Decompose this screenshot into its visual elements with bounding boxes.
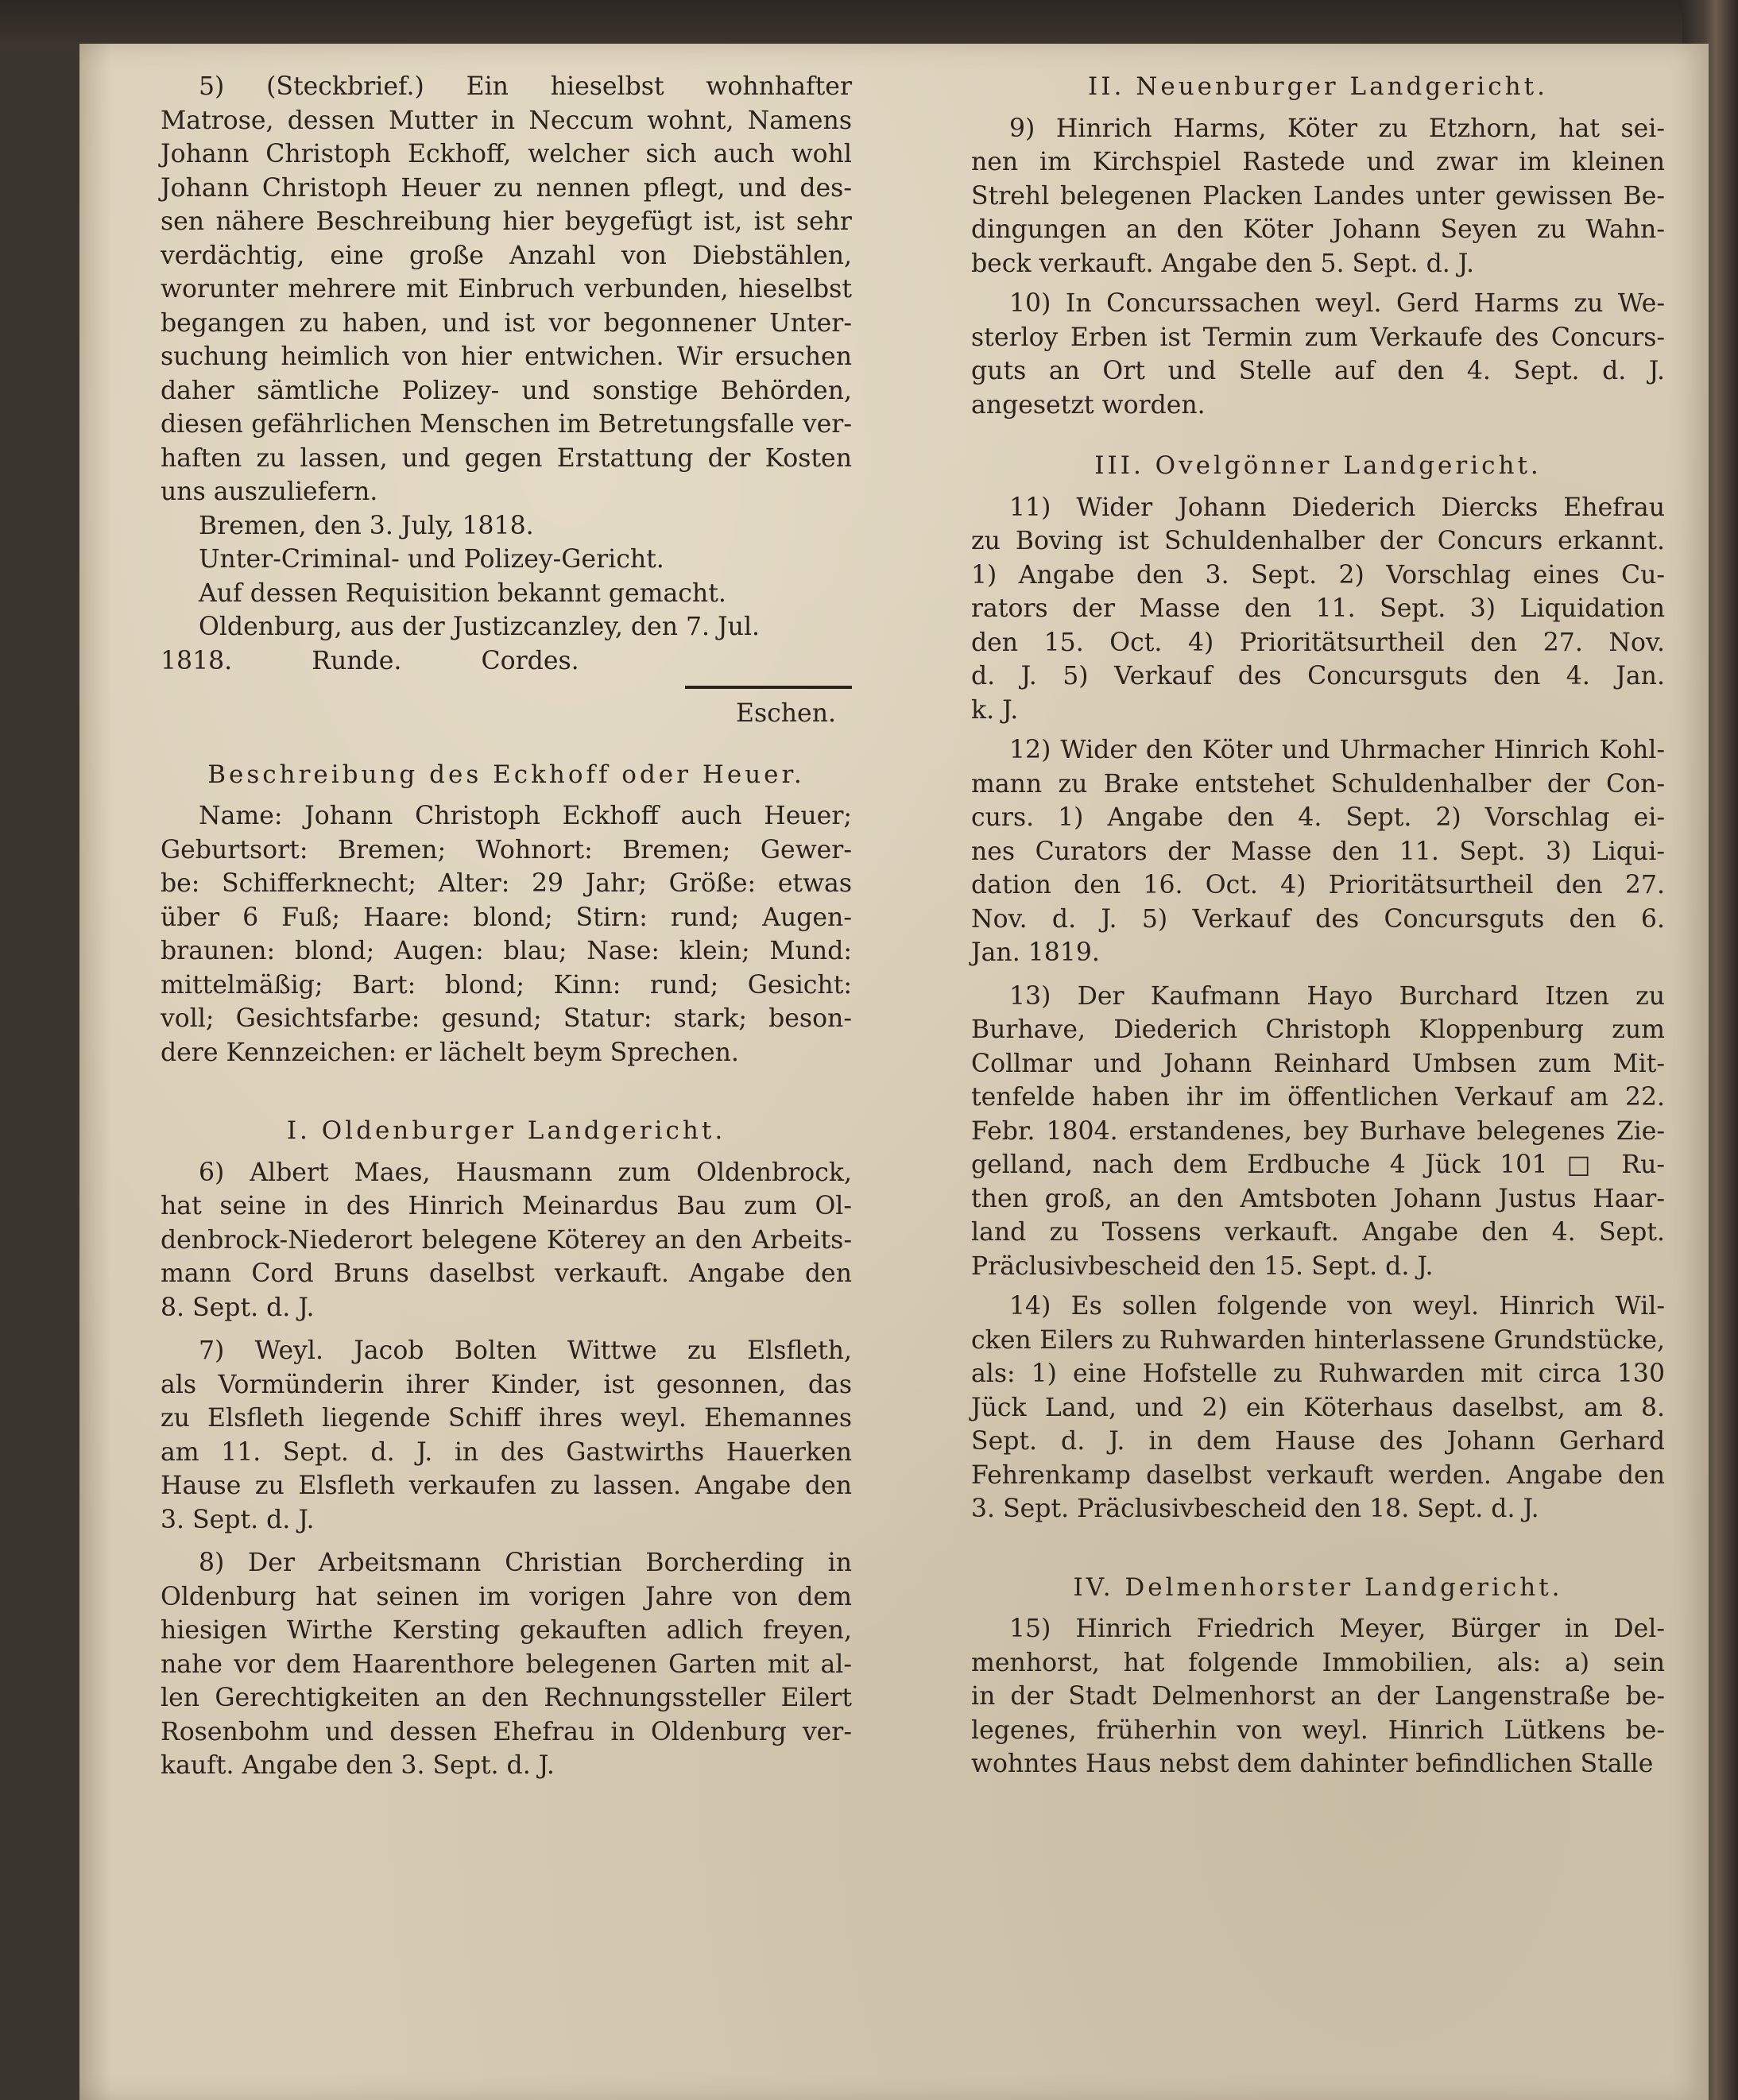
- paragraph-14: [971, 1290, 1665, 1526]
- section-heading-neuenburg: II. Neuenburger Landgericht.: [1088, 72, 1548, 101]
- text-line: mann zu Brake entstehet Schuldenhalber der Con-: [971, 769, 1665, 799]
- right-column: [971, 70, 1665, 1781]
- text-line: d. J. 5) Verkauf des Concursguts den 4. Jan.: [971, 662, 1665, 690]
- text-line: Collmar und Johann Reinhard Umbsen zum Mit-: [971, 1049, 1665, 1078]
- section-heading-oldenburg: I. Oldenburger Landgericht.: [286, 1116, 726, 1145]
- text-line: mann Cord Bruns daselbst verkauft. Angabe den: [161, 1259, 852, 1288]
- text-line: rators der Masse den 11. Sept. 3) Liquidation: [971, 594, 1665, 623]
- text-line: suchung heimlich von hier entwichen. Wir ersuchen: [161, 342, 852, 371]
- text-line: 7) Weyl. Jacob Bolten Wittwe zu Elsfleth,: [199, 1336, 852, 1365]
- text-line: be: Schifferknecht; Alter: 29 Jahr; Größe: etwas: [161, 869, 852, 898]
- text-line: voll; Gesichtsfarbe: gesund; Statur: stark; beson-: [161, 1004, 852, 1033]
- text-line: Johann Christoph Eckhoff, welcher sich auch wohl: [161, 140, 852, 168]
- text-line: Geburtsort: Bremen; Wohnort: Bremen; Gewer-: [161, 835, 852, 864]
- paragraph-5-date: Bremen, den 3. July, 1818.: [199, 511, 534, 540]
- text-line: nahe vor dem Haarenthore belegenen Garten mit al-: [161, 1649, 852, 1679]
- text-line: angesetzt worden.: [971, 390, 1206, 420]
- text-line: Sept. d. J. in dem Hause des Johann Gerhard: [971, 1427, 1665, 1456]
- text-line: dingungen an den Köter Johann Seyen zu Wahn-: [971, 215, 1665, 244]
- text-line: 13) Der Kaufmann Hayo Burchard Itzen zu: [1009, 981, 1665, 1011]
- paragraph-5-requisition: Auf dessen Requisition bekannt gemacht.: [199, 578, 726, 608]
- text-line: verdächtig, eine große Anzahl von Diebstählen,: [161, 241, 852, 270]
- text-line: 10) In Concurssachen weyl. Gerd Harms zu We-: [1009, 289, 1665, 318]
- paragraph-5-signer-eschen: Eschen.: [735, 699, 836, 728]
- text-line: Oldenburg hat seinen im vorigen Jahre von dem: [161, 1582, 852, 1611]
- text-line: 12) Wider den Köter und Uhrmacher Hinrich Kohl-: [1009, 736, 1665, 764]
- text-line: 14) Es sollen folgende von weyl. Hinrich Wil-: [1009, 1292, 1665, 1321]
- text-line: den 15. Oct. 4) Prioritätsurtheil den 27. Nov.: [971, 628, 1665, 657]
- text-line: 9) Hinrich Harms, Köter zu Etzhorn, hat sei-: [1009, 114, 1665, 143]
- text-line: hat seine in des Hinrich Meinardus Bau zum Ol-: [161, 1192, 852, 1220]
- text-line: mittelmäßig; Bart: blond; Kinn: rund; Gesicht:: [161, 970, 852, 1000]
- description-body: [161, 799, 852, 1069]
- text-line: zu Boving ist Schuldenhalber der Concurs erkannt.: [971, 527, 1665, 555]
- text-line: 3. Sept. Präclusivbescheid den 18. Sept. d. J.: [971, 1495, 1539, 1523]
- text-line: Rosenbohm und dessen Ehefrau in Oldenburg ver-: [161, 1717, 852, 1746]
- text-line: Name: Johann Christoph Eckhoff auch Heuer;: [199, 802, 852, 830]
- paragraph-5-signers: 1818. Runde. Cordes.: [161, 646, 579, 675]
- text-line: denbrock-Niederort belegene Köterey an den Arbeits-: [161, 1225, 852, 1255]
- text-line: 8) Der Arbeitsmann Christian Borcherding in: [199, 1549, 852, 1577]
- text-line: Strehl belegenen Placken Landes unter gewissen Be-: [971, 181, 1665, 211]
- paragraph-5-chancery: Oldenburg, aus der Justizcanzley, den 7. Jul.: [199, 613, 761, 641]
- paragraph-8: [161, 1546, 852, 1783]
- text-line: als: 1) eine Hofstelle zu Ruhwarden mit circa 130: [971, 1359, 1665, 1388]
- text-line: 5) (Steckbrief.) Ein hieselbst wohnhafter: [199, 72, 852, 101]
- paragraph-11: [971, 491, 1665, 728]
- separator-rule: [685, 686, 852, 689]
- text-line: 8. Sept. d. J.: [161, 1293, 315, 1322]
- text-line: Hause zu Elsfleth verkaufen zu lassen. Angabe den: [161, 1472, 852, 1500]
- paragraph-5-court: Unter-Criminal- und Polizey-Gericht.: [199, 545, 664, 574]
- left-column: [161, 70, 852, 1783]
- text-line: 15) Hinrich Friedrich Meyer, Bürger in Del-: [1009, 1615, 1665, 1643]
- scan-background-top: [0, 0, 1738, 48]
- text-line: len Gerechtigkeiten an den Rechnungssteller Eilert: [161, 1684, 852, 1712]
- text-line: nen im Kirchspiel Rastede und zwar im kleinen: [971, 148, 1665, 176]
- text-line: Febr. 1804. erstandenes, bey Burhave belegenes Zie-: [971, 1116, 1665, 1146]
- text-line: uns auszuliefern.: [161, 478, 378, 506]
- text-line: then groß, an den Amtsboten Johann Justus Haar-: [971, 1184, 1665, 1213]
- section-heading-ovelgoenne: III. Ovelgönner Landgericht.: [1094, 451, 1542, 480]
- text-line: diesen gefährlichen Menschen im Betretungsfalle ver-: [161, 410, 852, 439]
- paragraph-10: [971, 287, 1665, 422]
- text-line: nes Curators der Masse den 11. Sept. 3) Liqui-: [971, 837, 1665, 866]
- text-line: cken Eilers zu Ruhwarden hinterlassene Grundstücke,: [971, 1325, 1665, 1355]
- text-line: hiesigen Wirthe Kersting gekauften adlich freyen,: [161, 1616, 852, 1645]
- text-line: sen nähere Beschreibung hier beygefügt ist, ist sehr: [161, 207, 852, 236]
- text-line: Matrose, dessen Mutter in Neccum wohnt, Namens: [161, 106, 852, 135]
- text-line: Burhave, Diederich Christoph Kloppenburg zum: [971, 1015, 1665, 1044]
- text-line: Fehrenkamp daselbst verkauft werden. Angabe den: [971, 1460, 1665, 1490]
- section-heading-delmenhorst: IV. Delmenhorster Landgericht.: [1073, 1572, 1563, 1602]
- paragraph-6: [161, 1156, 852, 1325]
- paragraph-9: [971, 112, 1665, 281]
- text-line: zu Elsfleth liegende Schiff ihres weyl. Ehemannes: [161, 1404, 852, 1433]
- text-line: dation den 16. Oct. 4) Prioritätsurtheil den 27.: [971, 871, 1665, 899]
- text-line: beck verkauft. Angabe den 5. Sept. d. J.: [971, 249, 1474, 278]
- text-line: sterloy Erben ist Termin zum Verkaufe des Concurs-: [971, 323, 1665, 352]
- paragraph-5: [161, 70, 852, 509]
- text-line: als Vormünderin ihrer Kinder, ist gesonnen, das: [161, 1370, 852, 1399]
- paragraph-12: [971, 733, 1665, 970]
- text-line: daher sämtliche Polizey- und sonstige Behörden,: [161, 376, 852, 405]
- text-line: legenes, früherhin von weyl. Hinrich Lütkens be-: [971, 1715, 1665, 1745]
- text-line: 3. Sept. d. J.: [161, 1505, 315, 1534]
- text-line: Jan. 1819.: [971, 938, 1100, 967]
- text-line: guts an Ort und Stelle auf den 4. Sept. d. J.: [971, 357, 1665, 385]
- text-line: land zu Tossens verkauft. Angabe den 4. Sept.: [971, 1218, 1665, 1247]
- text-line: tenfelde haben ihr im öffentlichen Verkauf am 22.: [971, 1083, 1665, 1112]
- paragraph-15: [971, 1612, 1665, 1781]
- text-line: Johann Christoph Heuer zu nennen pflegt, und des-: [161, 173, 852, 203]
- text-line: begangen zu haben, und ist vor begonnener Unter-: [161, 308, 852, 338]
- text-line: kauft. Angabe den 3. Sept. d. J.: [161, 1751, 555, 1780]
- text-line: Jück Land, und 2) ein Köterhaus daselbst, am 8.: [971, 1393, 1665, 1422]
- text-line: dere Kennzeichen: er lächelt beym Sprechen.: [161, 1038, 739, 1067]
- text-line: 11) Wider Johann Diederich Diercks Ehefrau: [1009, 493, 1665, 522]
- paragraph-13: [971, 980, 1665, 1284]
- text-line: curs. 1) Angabe den 4. Sept. 2) Vorschlag ei-: [971, 803, 1665, 832]
- text-line: 6) Albert Maes, Hausmann zum Oldenbrock,: [199, 1158, 852, 1187]
- text-line: Nov. d. J. 5) Verkauf des Concursguts den 6.: [971, 904, 1665, 934]
- text-line: wohntes Haus nebst dem dahinter befindlichen Stalle: [971, 1750, 1654, 1778]
- text-line: gelland, nach dem Erdbuche 4 Jück 101 □ Ru-: [971, 1151, 1665, 1179]
- text-line: menhorst, hat folgende Immobilien, als: a) sein: [971, 1648, 1665, 1677]
- text-line: k. J.: [971, 695, 1019, 725]
- text-line: über 6 Fuß; Haare: blond; Stirn: rund; Augen-: [161, 903, 852, 932]
- text-line: Präclusivbescheid den 15. Sept. d. J.: [971, 1251, 1434, 1281]
- paragraph-7: [161, 1334, 852, 1537]
- text-line: worunter mehrere mit Einbruch verbunden, hieselbst: [161, 275, 852, 304]
- description-heading: Beschreibung des Eckhoff oder Heuer.: [207, 760, 805, 789]
- text-line: 1) Angabe den 3. Sept. 2) Vorschlag eines Cu-: [971, 560, 1665, 590]
- text-line: braunen: blond; Augen: blau; Nase: klein; Mund:: [161, 937, 852, 965]
- text-line: haften zu lassen, und gegen Erstattung der Kosten: [161, 443, 852, 473]
- text-line: am 11. Sept. d. J. in des Gastwirths Hauerken: [161, 1437, 852, 1467]
- text-line: in der Stadt Delmenhorst an der Langenstraße be-: [971, 1682, 1665, 1711]
